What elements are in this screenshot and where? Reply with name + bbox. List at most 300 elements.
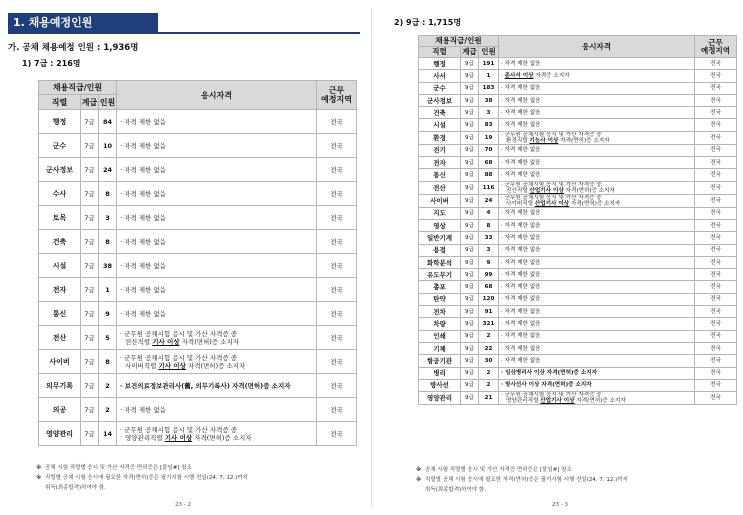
note-2	[416, 476, 628, 484]
location-cell: 전국	[695, 355, 737, 367]
qualification-text-line2	[501, 398, 692, 404]
grade-cell: 9급	[461, 342, 479, 354]
qualification-emphasis: 산업기사 이상	[529, 187, 564, 194]
qualification-text-part: 자격(면허)증 소지자	[192, 433, 252, 442]
location-cell: 전국	[695, 269, 737, 281]
location-cell: 전국	[695, 367, 737, 379]
count-cell: 99	[479, 269, 499, 281]
qualification-header: 응시자격	[499, 36, 695, 58]
qualification-cell	[499, 281, 695, 293]
table-row	[419, 119, 737, 131]
qualification-cell	[499, 58, 695, 70]
qualification-text: · 자격 제한 없음	[501, 172, 541, 179]
qualification-text-line2	[501, 201, 692, 207]
grade9-heading: 2) 9급 : 1,715명	[394, 18, 462, 27]
job-cell: 전차	[419, 306, 461, 318]
location-cell: 전국	[695, 144, 737, 156]
location-cell: 전국	[695, 70, 737, 82]
group-header: 채용직급/인원	[419, 36, 499, 47]
count-cell: 21	[479, 392, 499, 405]
job-header: 직렬	[39, 95, 81, 110]
table-row	[419, 355, 737, 367]
qualification-text-line1: · 군무원 공채시험 응시 및 가산 자격증 중	[120, 329, 237, 338]
location-cell: 전국	[317, 422, 357, 446]
job-cell: 차량	[419, 318, 461, 330]
table-row	[419, 169, 737, 181]
table-row	[419, 58, 737, 70]
count-cell: 24	[479, 194, 499, 207]
table-row	[39, 326, 357, 350]
location-cell: 전국	[317, 350, 357, 374]
location-cell: 전국	[695, 330, 737, 342]
count-cell: 14	[99, 422, 117, 446]
grade-cell: 7급	[81, 374, 99, 398]
job-cell: 통신	[39, 302, 81, 326]
qualification-cell	[117, 158, 317, 182]
job-cell: 영양관리	[419, 392, 461, 405]
qualification-text: · 자격 제한 없음	[501, 210, 541, 217]
location-cell: 전국	[317, 134, 357, 158]
count-cell: 2	[99, 398, 117, 422]
qualification-text: · 자격 제한 없음	[501, 159, 541, 166]
qualification-cell	[117, 206, 317, 230]
qualification-text-line2	[120, 338, 313, 346]
count-cell: 8	[99, 230, 117, 254]
grade-cell: 9급	[461, 269, 479, 281]
count-cell: 3	[479, 107, 499, 119]
count-cell: 30	[479, 355, 499, 367]
grade-cell: 9급	[461, 219, 479, 231]
grade-cell: 7급	[81, 278, 99, 302]
location-cell: 전국	[317, 302, 357, 326]
location-cell: 전국	[695, 131, 737, 144]
qualification-emphasis: 산업기사 이상	[540, 398, 575, 405]
location-cell: 전국	[695, 392, 737, 405]
table-row	[39, 278, 357, 302]
grade-header: 계급	[81, 95, 99, 110]
job-cell: 탄약	[419, 293, 461, 305]
location-cell: 전국	[695, 58, 737, 70]
qualification-text-line1: · 군무원 공채시험 응시 및 가산 자격증 중	[501, 392, 602, 399]
qualification-header: 응시자격	[117, 81, 317, 110]
qualification-text: · 자격 제한 없음	[120, 189, 166, 198]
location-cell: 전국	[317, 206, 357, 230]
table-row	[419, 379, 737, 391]
grade-cell: 9급	[461, 82, 479, 94]
table-row	[419, 194, 737, 207]
qualification-cell	[499, 219, 695, 231]
grade9-table	[418, 35, 737, 405]
grade-cell: 9급	[461, 169, 479, 181]
grade7-heading: 1) 7급 : 216명	[22, 59, 81, 68]
qualification-cell	[117, 230, 317, 254]
location-cell: 전국	[317, 398, 357, 422]
table-row	[419, 70, 737, 82]
grade-cell: 9급	[461, 330, 479, 342]
table-row	[39, 206, 357, 230]
count-cell: 88	[479, 169, 499, 181]
table-row	[419, 232, 737, 244]
count-cell: 4	[479, 207, 499, 219]
grade-cell: 9급	[461, 293, 479, 305]
job-cell: 군사정보	[39, 158, 81, 182]
qualification-cell	[117, 110, 317, 134]
job-cell: 인쇄	[419, 330, 461, 342]
qualification-cell	[499, 157, 695, 169]
grade-cell: 9급	[461, 306, 479, 318]
qualification-cell	[499, 355, 695, 367]
table-row	[419, 144, 737, 156]
qualification-cell	[499, 181, 695, 194]
grade9-table-body	[419, 58, 737, 405]
qualification-cell	[117, 398, 317, 422]
job-cell: 통신	[419, 169, 461, 181]
job-cell: 일반기계	[419, 232, 461, 244]
qualification-text: · 자격 제한 없음	[501, 357, 541, 364]
job-cell: 건축	[419, 107, 461, 119]
job-cell: 총포	[419, 281, 461, 293]
count-cell: 183	[479, 82, 499, 94]
qualification-cell	[499, 119, 695, 131]
table-row	[419, 94, 737, 106]
job-cell: 의무기록	[39, 374, 81, 398]
qualification-cell	[499, 330, 695, 342]
grade-cell: 9급	[461, 379, 479, 391]
location-cell: 전국	[317, 230, 357, 254]
group-header: 채용직급/인원	[39, 81, 117, 95]
job-cell: 화학분석	[419, 256, 461, 268]
grade-cell: 7급	[81, 254, 99, 278]
grade-cell: 9급	[461, 157, 479, 169]
count-cell: 33	[479, 232, 499, 244]
table-row	[419, 306, 737, 318]
qualification-text-part: 영양관리직렬	[506, 398, 541, 405]
count-cell: 10	[99, 134, 117, 158]
job-cell: 지도	[419, 207, 461, 219]
qualification-text: · 자격 제한 없음	[501, 284, 541, 291]
location-cell: 전국	[695, 219, 737, 231]
job-cell: 시설	[39, 254, 81, 278]
qualification-cell	[499, 293, 695, 305]
table-row	[419, 269, 737, 281]
note-mark: ※	[416, 477, 422, 483]
table-row	[39, 110, 357, 134]
count-cell: 2	[99, 374, 117, 398]
location-cell: 전국	[317, 278, 357, 302]
qualification-text: · 자격 제한 없음	[501, 109, 541, 116]
qualification-text: · 방사선사 이상 자격(면허)증 소지자	[501, 382, 592, 389]
qualification-text-line1: · 군무원 공채시험 응시 및 가산 자격증 중	[501, 181, 602, 188]
qualification-text-part: 자격(면허)증 소지자	[179, 337, 240, 346]
qualification-text-line2	[120, 434, 313, 442]
count-cell: 8	[99, 350, 117, 374]
qualification-cell	[499, 392, 695, 405]
qualification-text-line1: · 군무원 공채시험 응시 및 가산 자격증 중	[501, 194, 602, 201]
note-text: 직렬별 공채 시험 응시에 필요한 자격(면허)증은 필기시험 시행 전일(24. 7. 12.)까지	[45, 475, 248, 481]
job-cell: 시설	[419, 119, 461, 131]
note-3	[45, 484, 106, 492]
job-cell: 전자	[419, 157, 461, 169]
count-cell: 321	[479, 318, 499, 330]
grade-cell: 9급	[461, 256, 479, 268]
count-cell: 91	[479, 306, 499, 318]
qualification-text-part: 자격증 소지자	[533, 72, 570, 79]
note-text: 취득(최종합격)하여야 함.	[45, 485, 106, 491]
job-cell: 수사	[39, 182, 81, 206]
note-mark: ※	[36, 475, 42, 481]
qualification-text: · 자격 제한 없음	[501, 147, 541, 154]
table-row	[419, 131, 737, 144]
count-cell: 22	[479, 342, 499, 354]
location-cell: 전국	[317, 182, 357, 206]
grade-cell: 7급	[81, 230, 99, 254]
count-cell: 9	[479, 256, 499, 268]
note-text: 공채 시험 직렬별 응시 및 가산 자격증·면허증은 [붙임#] 참조	[45, 465, 192, 471]
section-title: 1. 채용예정인원	[8, 13, 158, 32]
qualification-text: · 자격 제한 없음	[501, 333, 541, 340]
note-text: 취득(최종합격)하여야 함.	[425, 487, 486, 493]
grade-cell: 9급	[461, 367, 479, 379]
count-cell: 116	[479, 181, 499, 194]
qualification-emphasis: 기사 이상	[152, 337, 180, 346]
qualification-text: · 자격 제한 없음	[501, 122, 541, 129]
grade-cell: 9급	[461, 107, 479, 119]
qualification-cell	[117, 422, 317, 446]
qualification-text: · 자격 제한 없음	[501, 85, 541, 92]
grade-cell: 9급	[461, 194, 479, 207]
grade-cell: 9급	[461, 94, 479, 106]
grade7-table-body	[39, 110, 357, 446]
table-row	[419, 367, 737, 379]
recruitment-total-heading: 가. 공채 채용예정 인원 : 1,936명	[8, 43, 139, 53]
location-cell: 전국	[695, 244, 737, 256]
table-row	[39, 374, 357, 398]
grade-cell: 7급	[81, 134, 99, 158]
table-row	[419, 219, 737, 231]
count-cell: 38	[479, 94, 499, 106]
page-number: 23 - 2	[175, 502, 191, 508]
grade-cell: 9급	[461, 70, 479, 82]
count-cell: 8	[479, 219, 499, 231]
table-row	[39, 134, 357, 158]
count-cell: 1	[479, 70, 499, 82]
grade-cell: 9급	[461, 244, 479, 256]
table-row	[419, 330, 737, 342]
count-cell: 3	[479, 244, 499, 256]
grade-cell: 9급	[461, 232, 479, 244]
count-cell: 19	[479, 131, 499, 144]
grade-cell: 9급	[461, 119, 479, 131]
job-cell: 전자	[39, 278, 81, 302]
count-cell: 9	[99, 302, 117, 326]
grade-cell: 9급	[461, 318, 479, 330]
qualification-text: · 자격 제한 없음	[120, 117, 166, 126]
qualification-cell	[117, 302, 317, 326]
location-header: 근무 예정지역	[317, 81, 357, 110]
count-cell: 120	[479, 293, 499, 305]
location-cell: 전국	[695, 194, 737, 207]
qualification-text: · 자격 제한 없음	[120, 261, 166, 270]
table-row	[419, 207, 737, 219]
note-1	[416, 466, 572, 474]
location-cell: 전국	[695, 342, 737, 354]
qualification-text: · 자격 제한 없음	[501, 296, 541, 303]
grade-cell: 9급	[461, 144, 479, 156]
qualification-text: · 자격 제한 없음	[501, 222, 541, 229]
left-page	[0, 0, 371, 515]
grade-cell: 7급	[81, 158, 99, 182]
job-cell: 전산	[419, 181, 461, 194]
qualification-text: · 자격 제한 없음	[120, 309, 166, 318]
location-cell: 전국	[695, 94, 737, 106]
job-cell: 토목	[39, 206, 81, 230]
qualification-emphasis: 기사 이상	[164, 433, 193, 442]
qualification-text-line2	[501, 138, 692, 144]
job-cell: 병리	[419, 367, 461, 379]
qualification-text: · 자격 제한 없음	[501, 259, 541, 266]
qualification-text-part: 자격(면허)증 소지자	[185, 361, 246, 370]
count-cell: 1	[99, 278, 117, 302]
location-cell: 전국	[695, 169, 737, 181]
grade-cell: 9급	[461, 181, 479, 194]
note-text: 공채 시험 직렬별 응시 및 가산 자격증·면허증은 [붙임#] 참조	[425, 467, 572, 473]
job-cell: 용접	[419, 244, 461, 256]
qualification-text-part: 환경직렬	[506, 137, 530, 144]
count-cell: 70	[479, 144, 499, 156]
section-title-underline	[8, 32, 360, 34]
count-header: 인원	[99, 95, 117, 110]
location-cell: 전국	[695, 157, 737, 169]
grade-cell: 9급	[461, 281, 479, 293]
qualification-cell	[117, 350, 317, 374]
qualification-text: · 자격 제한 없음	[501, 345, 541, 352]
job-cell: 군수	[419, 82, 461, 94]
note-2	[36, 474, 248, 482]
location-cell: 전국	[695, 281, 737, 293]
qualification-text: · 자격 제한 없음	[501, 97, 541, 104]
qualification-text-part: 자격(면허)증 소지자	[563, 187, 615, 194]
qualification-cell	[499, 379, 695, 391]
qualification-cell	[499, 318, 695, 330]
qualification-text: · 보건의료정보관리사(舊, 의무기록사) 자격(면허)증 소지자	[120, 381, 291, 390]
table-row	[39, 422, 357, 446]
qualification-cell	[117, 134, 317, 158]
qualification-cell	[499, 244, 695, 256]
qualification-emphasis: 산업기사 이상	[534, 200, 570, 207]
grade-cell: 9급	[461, 207, 479, 219]
location-cell: 전국	[695, 181, 737, 194]
job-cell: 사이버	[39, 350, 81, 374]
qualification-cell	[499, 70, 695, 82]
count-cell: 24	[99, 158, 117, 182]
qualification-text-part: 자격(면허)증 소지자	[574, 398, 626, 405]
qualification-text-line2	[501, 188, 692, 194]
table-row	[39, 254, 357, 278]
qualification-text: · 자격 제한 없음	[120, 141, 166, 150]
qualification-text: · 자격 제한 없음	[120, 285, 166, 294]
count-cell: 68	[479, 157, 499, 169]
grade-cell: 7급	[81, 110, 99, 134]
location-cell: 전국	[695, 306, 737, 318]
qualification-text-part: 자격(면허)증 소지자	[569, 200, 621, 207]
table-row	[39, 398, 357, 422]
grade-cell: 7급	[81, 398, 99, 422]
qualification-cell	[499, 144, 695, 156]
qualification-text-part: 사이버직렬	[125, 361, 159, 370]
qualification-emphasis: 기사 이상	[158, 361, 186, 370]
count-cell: 68	[479, 281, 499, 293]
qualification-cell	[117, 278, 317, 302]
qualification-cell	[117, 374, 317, 398]
qualification-text-line2	[120, 362, 313, 370]
qualification-text: · 자격 제한 없음	[120, 405, 166, 414]
table-row	[419, 293, 737, 305]
count-cell: 191	[479, 58, 499, 70]
table-row	[419, 157, 737, 169]
table-row	[419, 318, 737, 330]
table-row	[419, 244, 737, 256]
job-cell: 건축	[39, 230, 81, 254]
qualification-text: · 자격 제한 없음	[501, 247, 541, 254]
note-mark: ※	[36, 465, 42, 471]
grade-cell: 7급	[81, 206, 99, 230]
location-cell: 전국	[695, 256, 737, 268]
qualification-text: · 자격 제한 없음	[501, 320, 541, 327]
job-cell: 행정	[419, 58, 461, 70]
job-cell: 영양관리	[39, 422, 81, 446]
qualification-cell	[117, 182, 317, 206]
job-header: 직렬	[419, 47, 461, 58]
qualification-cell	[499, 367, 695, 379]
qualification-cell	[117, 326, 317, 350]
note-text: 직렬별 공채 시험 응시에 필요한 자격(면허)증은 필기시험 시행 전일(24. 7. 12.)까지	[425, 477, 628, 483]
grade-cell: 9급	[461, 58, 479, 70]
count-cell: 2	[479, 330, 499, 342]
location-cell: 전국	[695, 379, 737, 391]
qualification-text: · 자격 제한 없음	[501, 234, 541, 241]
qualification-text-part: 전산직렬	[125, 337, 153, 346]
grade-cell: 7급	[81, 422, 99, 446]
count-cell: 8	[99, 182, 117, 206]
qualification-text-part: ·	[501, 72, 505, 79]
qualification-text-line1: · 군무원 공채시험 응시 및 가산 자격증 중	[120, 425, 237, 434]
note-3	[425, 486, 486, 494]
job-cell: 사이버	[419, 194, 461, 207]
location-cell: 전국	[317, 110, 357, 134]
grade-header: 계급	[462, 47, 477, 56]
page-number: 23 - 3	[552, 502, 568, 508]
count-cell: 2	[479, 367, 499, 379]
grade-cell: 9급	[461, 355, 479, 367]
count-cell: 84	[99, 110, 117, 134]
grade7-table	[38, 80, 357, 446]
grade-cell: 7급	[81, 302, 99, 326]
qualification-cell	[499, 256, 695, 268]
grade-cell: 7급	[81, 350, 99, 374]
location-cell: 전국	[695, 107, 737, 119]
table-row	[419, 82, 737, 94]
qualification-cell	[499, 342, 695, 354]
location-cell: 전국	[317, 374, 357, 398]
table-row	[419, 256, 737, 268]
qualification-text: · 자격 제한 없음	[120, 237, 166, 246]
location-cell: 전국	[317, 254, 357, 278]
table-row	[419, 281, 737, 293]
job-cell: 전산	[39, 326, 81, 350]
location-cell: 전국	[317, 158, 357, 182]
table-row	[39, 302, 357, 326]
qualification-cell	[499, 169, 695, 181]
